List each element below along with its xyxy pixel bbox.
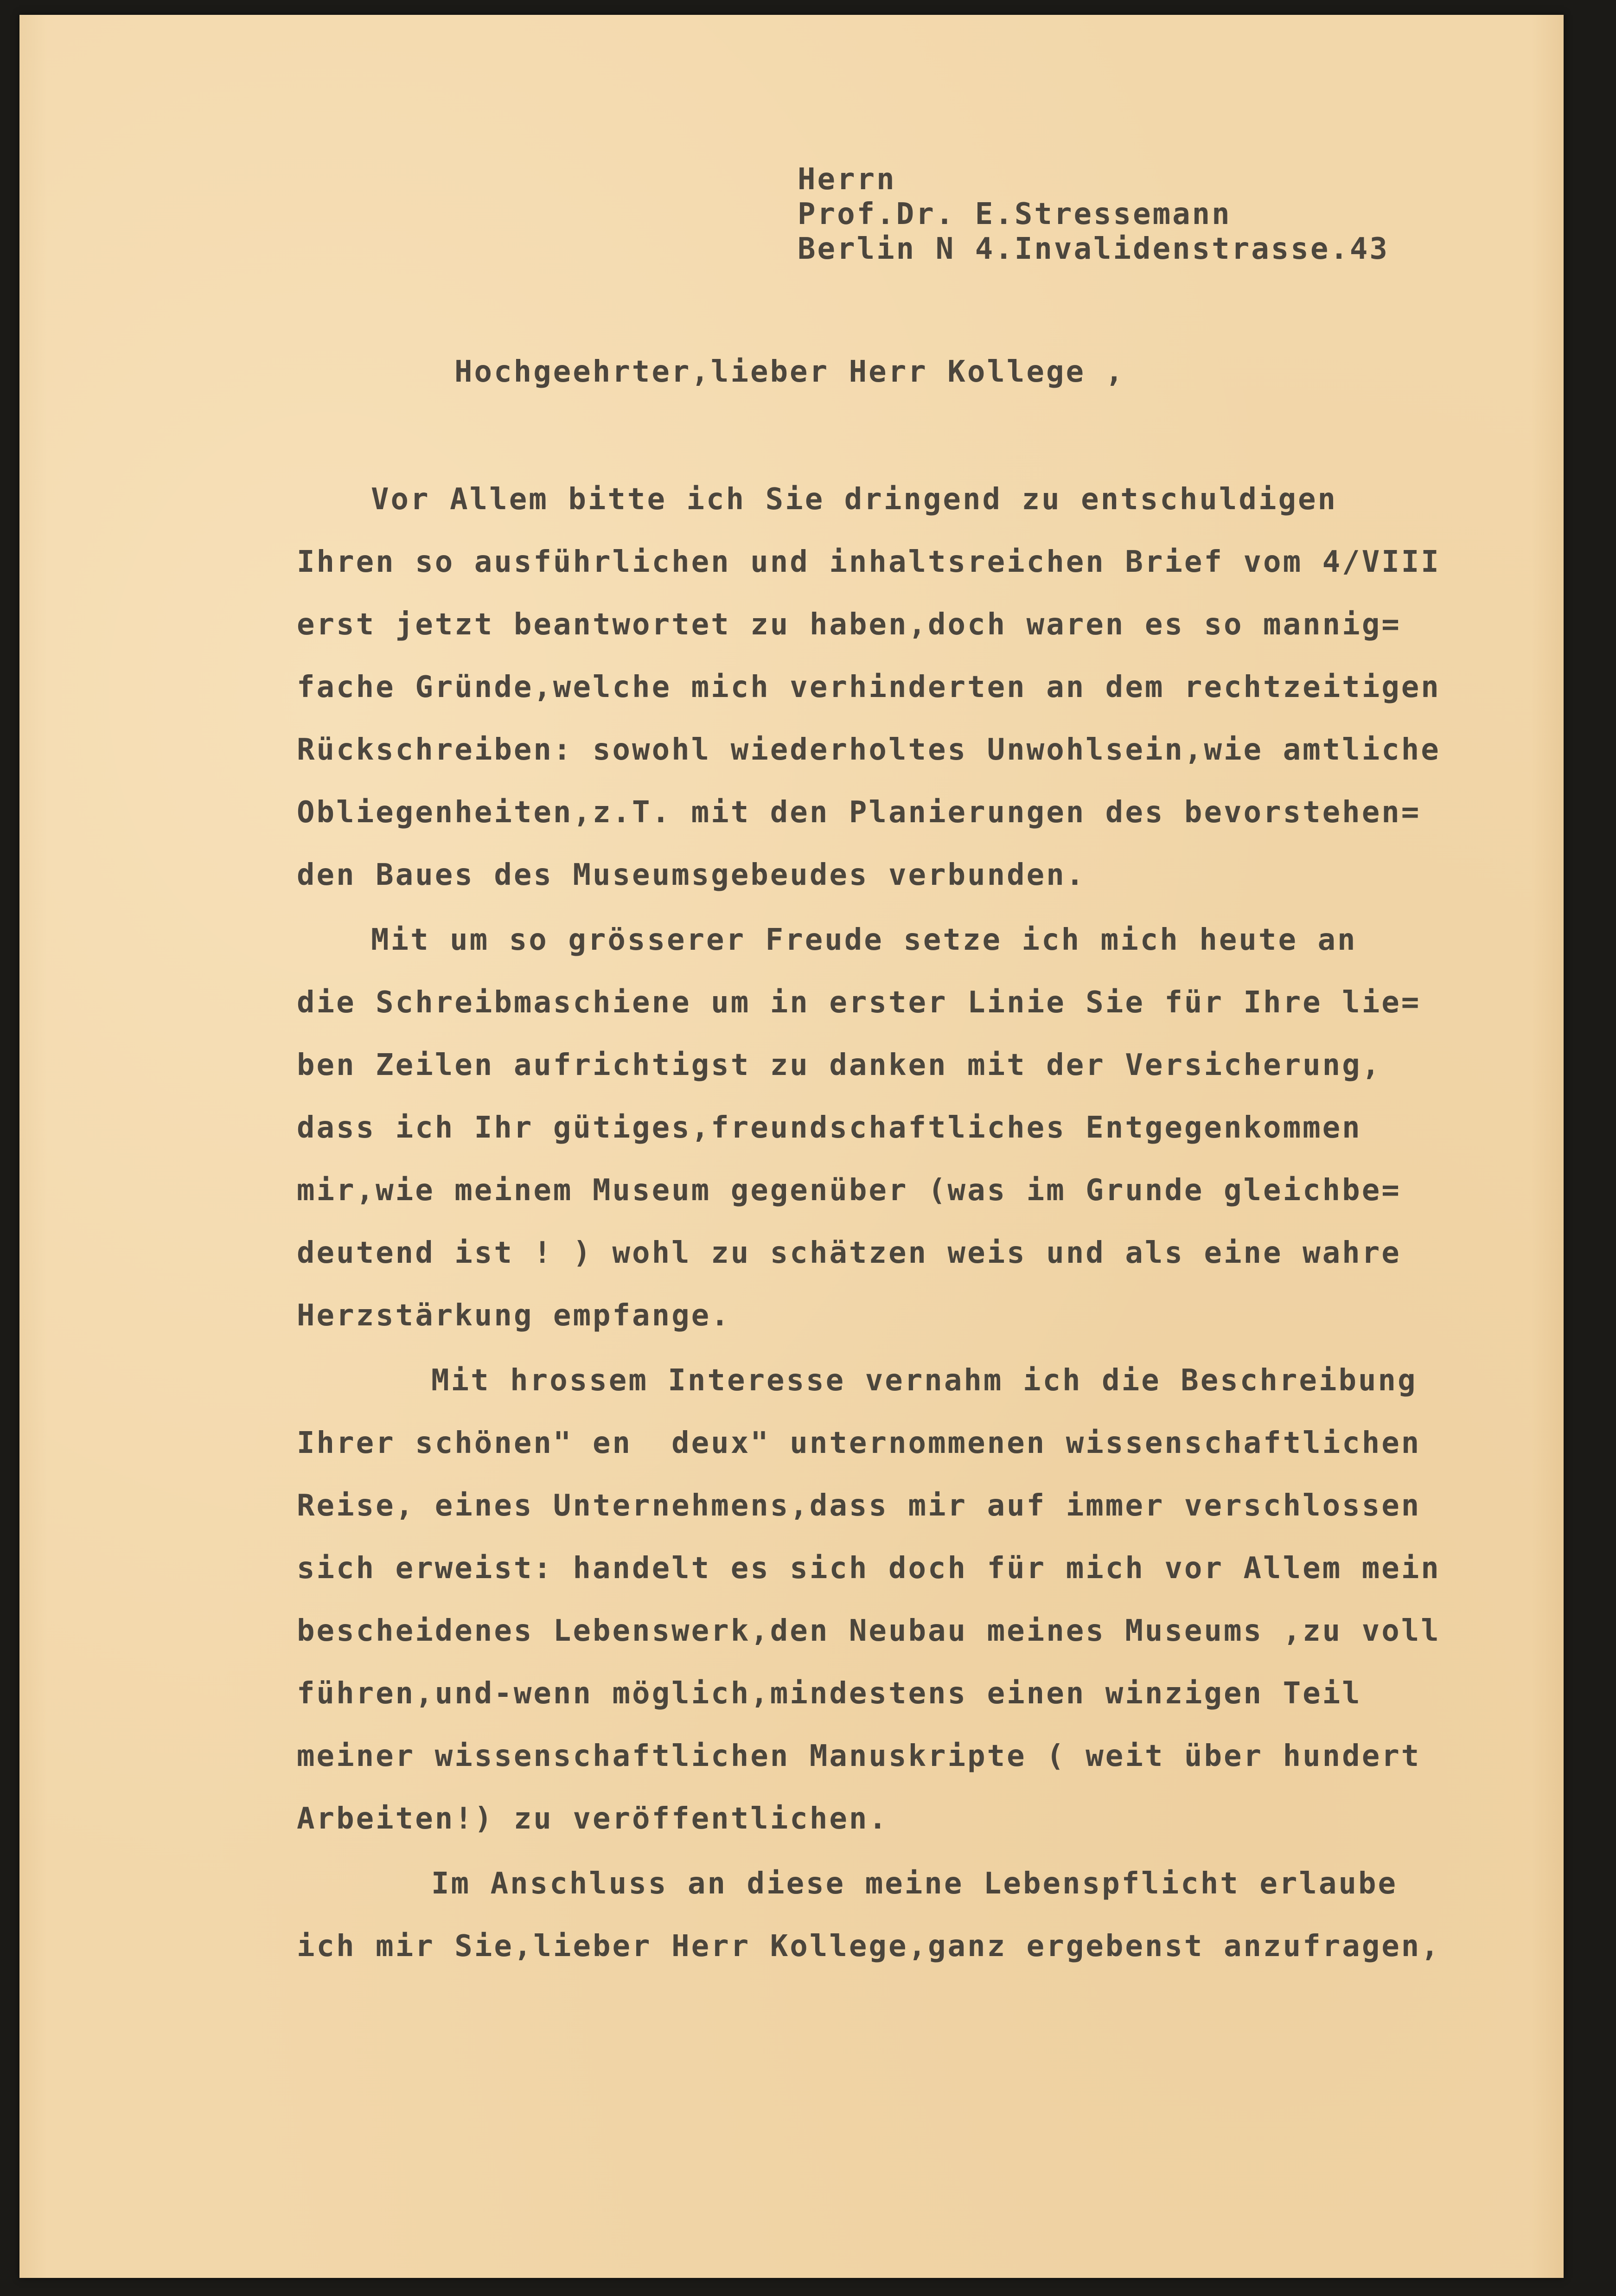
body-line: die Schreibmaschiene um in erster Linie Sie für Ihre lie= xyxy=(297,985,1421,1020)
body-line: bescheidenes Lebenswerk,den Neubau meines Museums ,zu voll xyxy=(297,1614,1441,1648)
body-line: den Baues des Museumsgebeudes verbunden. xyxy=(297,858,1086,892)
body-line: Herzstärkung empfange. xyxy=(297,1298,731,1333)
address-line-1: Herrn xyxy=(798,162,896,197)
body-line: dass ich Ihr gütiges,freundschaftliches Entgegenkommen xyxy=(297,1111,1362,1145)
address-line-3: Berlin N 4.Invalidenstrasse.43 xyxy=(798,232,1389,266)
body-line: Arbeiten!) zu veröffentlichen. xyxy=(297,1802,888,1836)
body-line: ben Zeilen aufrichtigst zu danken mit der Versicherung, xyxy=(297,1048,1382,1082)
body-line: Ihren so ausführlichen und inhaltsreichen Brief vom 4/VIII xyxy=(297,545,1441,579)
body-line: Rückschreiben: sowohl wiederholtes Unwohlsein,wie amtliche xyxy=(297,733,1441,767)
body-line: Obliegenheiten,z.T. mit den Planierungen des bevorstehen= xyxy=(297,795,1421,830)
body-line: Mit um so grösserer Freude setze ich mich heute an xyxy=(371,923,1357,957)
body-line: erst jetzt beantwortet zu haben,doch waren es so mannig= xyxy=(297,608,1401,642)
body-line: führen,und-wenn möglich,mindestens einen winzigen Teil xyxy=(297,1676,1362,1711)
body-line: mir,wie meinem Museum gegenüber (was im Grunde gleichbe= xyxy=(297,1173,1401,1208)
body-line: Reise, eines Unternehmens,dass mir auf immer verschlossen xyxy=(297,1489,1421,1523)
body-line: fache Gründe,welche mich verhinderten an dem rechtzeitigen xyxy=(297,670,1441,704)
body-line: deutend ist ! ) wohl zu schätzen weis und als eine wahre xyxy=(297,1236,1401,1270)
body-line: Vor Allem bitte ich Sie dringend zu entschuldigen xyxy=(371,482,1338,517)
body-line: Mit hrossem Interesse vernahm ich die Beschreibung xyxy=(431,1363,1418,1398)
body-line: ich mir Sie,lieber Herr Kollege,ganz ergebenst anzufragen, xyxy=(297,1929,1441,1963)
address-line-2: Prof.Dr. E.Stressemann xyxy=(798,197,1232,231)
body-line: Ihrer schönen" en deux" unternommenen wissenschaftlichen xyxy=(297,1426,1421,1460)
body-line: Im Anschluss an diese meine Lebenspflicht erlaube xyxy=(431,1867,1398,1901)
salutation: Hochgeehrter,lieber Herr Kollege , xyxy=(454,355,1125,389)
body-line: meiner wissenschaftlichen Manuskripte ( weit über hundert xyxy=(297,1739,1421,1773)
body-line: sich erweist: handelt es sich doch für mich vor Allem mein xyxy=(297,1551,1441,1586)
